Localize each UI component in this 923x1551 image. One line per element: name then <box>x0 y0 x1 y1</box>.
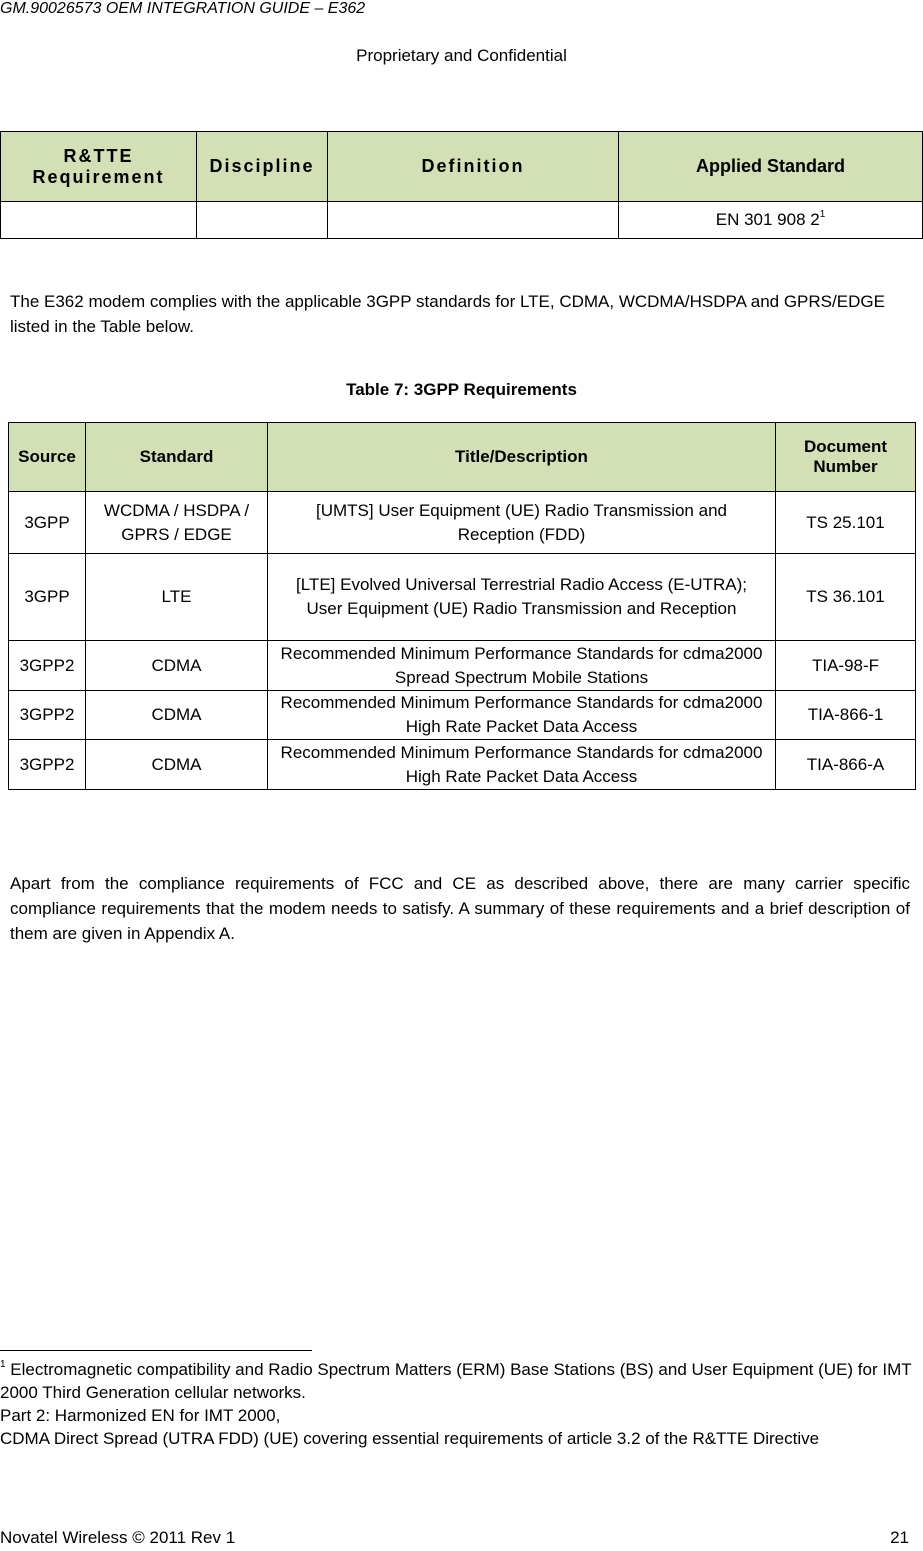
table-row <box>9 691 916 740</box>
table-cell: TIA-866-1 <box>776 691 916 740</box>
table-cell: TS 36.101 <box>776 554 916 641</box>
table-cell: CDMA <box>86 740 268 790</box>
table-cell: 3GPP2 <box>9 641 86 691</box>
column-header: Document Number <box>776 423 916 492</box>
table-cell: [UMTS] User Equipment (UE) Radio Transmission and Reception (FDD) <box>268 492 776 554</box>
confidentiality-notice: Proprietary and Confidential <box>356 46 567 65</box>
table-cell: LTE <box>86 554 268 641</box>
page-number: 21 <box>890 1528 909 1547</box>
table-cell <box>328 202 619 239</box>
column-header: Definition <box>328 132 619 202</box>
table-row <box>9 554 916 641</box>
document-id-header: GM.90026573 OEM INTEGRATION GUIDE – E362 <box>0 0 366 17</box>
column-header: Standard <box>86 423 268 492</box>
footnote-line: Part 2: Harmonized EN for IMT 2000, <box>0 1406 281 1425</box>
table-header-row <box>9 423 916 492</box>
table-cell: WCDMA / HSDPA / GPRS / EDGE <box>86 492 268 554</box>
footnote-line <box>0 1358 915 1404</box>
column-header: Applied Standard <box>619 132 923 202</box>
table-cell: 3GPP <box>9 492 86 554</box>
table-cell: TS 25.101 <box>776 492 916 554</box>
footnote-text: Electromagnetic compatibility and Radio Spectrum Matters (ERM) Base Stations (BS) and User Equipment (UE) for IMT 2000 Third Generation cellular networks. <box>0 1360 912 1402</box>
table-cell: CDMA <box>86 691 268 740</box>
table-cell: Recommended Minimum Performance Standards for cdma2000 Spread Spectrum Mobile Stations <box>268 641 776 691</box>
table-row <box>9 641 916 691</box>
table-caption: Table 7: 3GPP Requirements <box>346 380 577 399</box>
table-cell: [LTE] Evolved Universal Terrestrial Radio Access (E-UTRA); User Equipment (UE) Radio Transmission and Reception <box>268 554 776 641</box>
table-cell <box>197 202 328 239</box>
table-cell: Recommended Minimum Performance Standards for cdma2000 High Rate Packet Data Access <box>268 740 776 790</box>
table-row <box>1 202 923 239</box>
table-header-row <box>1 132 923 202</box>
applied-standard-value: EN 301 908 2 <box>715 210 820 229</box>
table-cell: TIA-866-A <box>776 740 916 790</box>
table-cell: TIA-98-F <box>776 641 916 691</box>
footnote-separator <box>0 1350 312 1351</box>
table-row <box>9 492 916 554</box>
column-header: R&TTE Requirement <box>1 132 197 202</box>
table-cell: 3GPP <box>9 554 86 641</box>
3gpp-requirements-table <box>8 422 916 790</box>
table-cell: CDMA <box>86 641 268 691</box>
footer-copyright: Novatel Wireless © 2011 Rev 1 <box>0 1528 236 1547</box>
summary-paragraph: Apart from the compliance requirements of FCC and CE as described above, there are many carrier specific compliance requirements that the modem needs to satisfy. A summary of these requirements and a brief description of them are given in Appendix A. <box>10 874 910 943</box>
table-cell <box>619 202 923 239</box>
table-cell: 3GPP2 <box>9 691 86 740</box>
table-cell: Recommended Minimum Performance Standards for cdma2000 High Rate Packet Data Access <box>268 691 776 740</box>
intro-paragraph: The E362 modem complies with the applicable 3GPP standards for LTE, CDMA, WCDMA/HSDPA and GPRS/EDGE listed in the Table below. <box>10 292 885 336</box>
footnote-line: CDMA Direct Spread (UTRA FDD) (UE) covering essential requirements of article 3.2 of the R&TTE Directive <box>0 1429 820 1448</box>
table-cell: 3GPP2 <box>9 740 86 790</box>
footnote <box>0 1358 915 1450</box>
footnote-marker: 1 <box>0 1359 6 1370</box>
column-header: Discipline <box>197 132 328 202</box>
footnote-reference: 1 <box>819 209 826 220</box>
table-row <box>9 740 916 790</box>
column-header: Title/Description <box>268 423 776 492</box>
column-header: Source <box>9 423 86 492</box>
rtte-requirements-table <box>0 131 923 239</box>
table-cell <box>1 202 197 239</box>
